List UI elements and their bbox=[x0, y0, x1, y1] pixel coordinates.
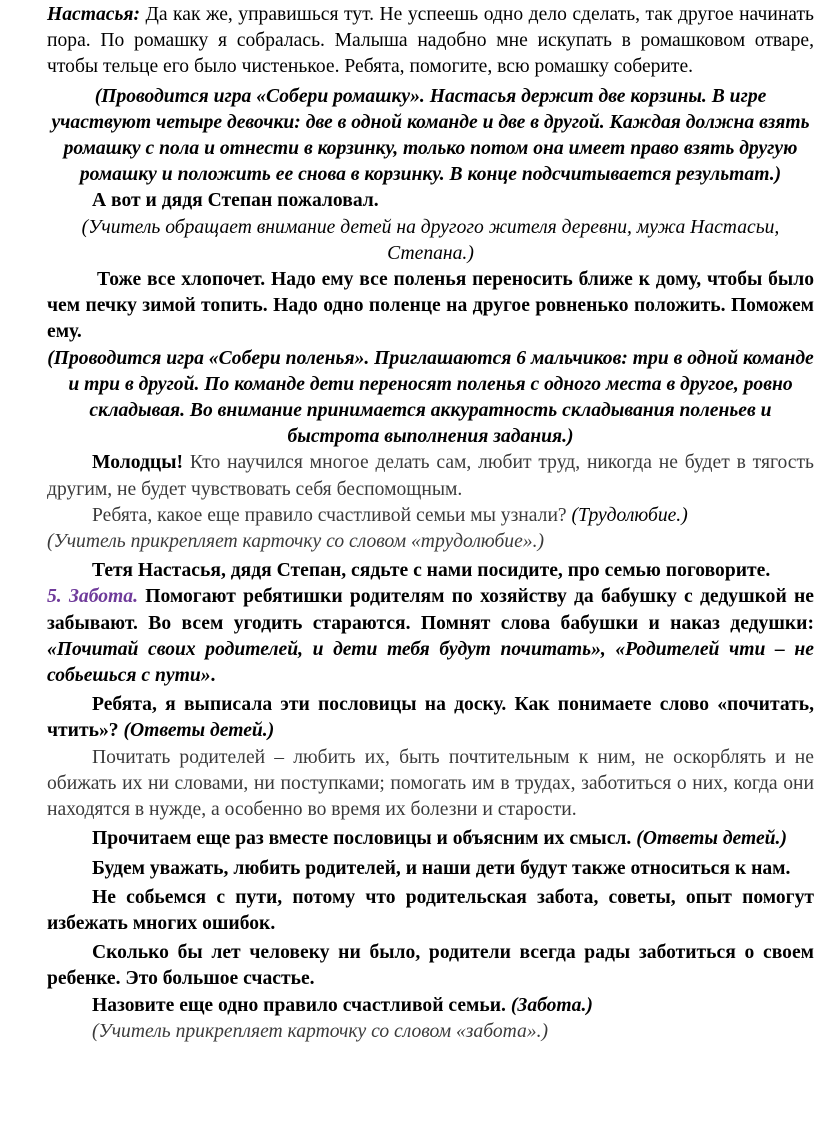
well-done-text: Кто научился многое делать сам, любит труд, никогда не будет в тягость другим, не будет чувствовать себя беспомощным. bbox=[47, 452, 814, 500]
read-again-text: Прочитаем еще раз вместе пословицы и объясним их смысл. bbox=[92, 828, 637, 850]
paragraph-happiness: Сколько бы лет человеку ни было, родители всегда рады заботиться о своем ребенке. Это большое счастье. bbox=[47, 942, 814, 990]
paragraph-honor-parents: Почитать родителей – любить их, быть почтительным к ним, не оскорблять и не обижать их ни словами, ни поступками; помогать им в трудах, заботиться о них, когда они находятся в нужде, а особенно во время их болезни и старости. bbox=[47, 746, 814, 821]
name-rule-answer: (Забота.) bbox=[510, 994, 593, 1016]
stage-direction-card-care: (Учитель прикрепляет карточку со словом «забота».) bbox=[92, 1020, 549, 1042]
proverbs-board-text: Ребята, я выписала эти пословицы на доску. Как понимаете слово «почитать, чтить»? bbox=[47, 694, 814, 742]
paragraph-read-again bbox=[0, 826, 816, 852]
paragraph-family-rule-question bbox=[0, 503, 816, 529]
paragraph-respect-parents: Будем уважать, любить родителей, и наши дети будут также относиться к нам. bbox=[92, 857, 791, 879]
stage-direction-teacher-attention: (Учитель обращает внимание детей на другого жителя деревни, мужа Настасьи, Степана.) bbox=[81, 216, 780, 264]
stage-direction-logs-game: (Проводится игра «Собери поленья». Приглашаются 6 мальчиков: три в одной команде и три в другой. По команде дети переносят поленья с одного места в другое, ровно складывая. Во внимание принимается аккуратность складывания поленьев и быстрота выполнения задания.) bbox=[47, 347, 814, 448]
paragraph-nastasya-speech bbox=[0, 2, 816, 81]
paragraph-well-done bbox=[0, 450, 816, 502]
paragraph-sit-with-us: Тетя Настасья, дядя Степан, сядьте с нами посидите, про семью поговорите. bbox=[92, 560, 771, 582]
care-end: . bbox=[210, 665, 216, 687]
speaker-label: Настасья: bbox=[47, 4, 141, 25]
paragraph-name-rule bbox=[0, 993, 816, 1019]
paragraph-not-lose-way: Не собьемся с пути, потому что родительская забота, советы, опыт помогут избежать многих ошибок. bbox=[47, 886, 814, 934]
paragraph-logs: Тоже все хлопочет. Надо ему все поленья переносить ближе к дому, чтобы было чем печку зимой топить. Надо одно поленце на другое ровненько положить. Поможем ему. bbox=[47, 269, 814, 343]
stage-direction-chamomile-game: (Проводится игра «Собери ромашку». Настасья держит две корзины. В игре участвуют четыре девочки: две в одной команде и две в другой. Каждая должна взять ромашку с пола и отнести в корзинку, только потом она имеет право взять другую ромашку и положить ее снова в корзинку. В конце подсчитывается результат.) bbox=[51, 85, 810, 186]
read-again-answer: (Ответы детей.) bbox=[636, 828, 787, 850]
paragraph-uncle-stepan: А вот и дядя Степан пожаловал. bbox=[92, 190, 379, 212]
proverbs-italic: «Почитай своих родителей, и дети тебя будут почитать», «Родителей чти – не собьешься с пути» bbox=[47, 638, 814, 687]
section-care bbox=[0, 584, 816, 689]
speech-text: Да как же, управишься тут. Не успеешь одно дело сделать, так другое начинать пора. По ромашку я собралась. Малыша надобно мне искупать в ромашковом отваре, чтобы тельце его было чистенькое. Ребята, помогите, всю ромашку соберите. bbox=[47, 4, 814, 78]
well-done-bold: Молодцы! bbox=[92, 452, 184, 474]
answer-italic: (Трудолюбие.) bbox=[571, 504, 688, 526]
proverbs-board-answer: (Ответы детей.) bbox=[123, 720, 275, 742]
name-rule-text: Назовите еще одно правило счастливой семьи. bbox=[92, 994, 511, 1016]
paragraph-proverbs-board bbox=[0, 692, 816, 744]
stage-direction-card-diligence: (Учитель прикрепляет карточку со словом «трудолюбие».) bbox=[47, 531, 545, 553]
question-text: Ребята, какое еще правило счастливой семьи мы узнали? bbox=[92, 504, 572, 526]
section-heading-care: 5. Забота. bbox=[47, 586, 138, 608]
care-text: Помогают ребятишки родителям по хозяйству да бабушку с дедушкой не забывают. Во всем угодить стараются. Помнят слова бабушки и наказ дедушки: bbox=[47, 586, 814, 634]
